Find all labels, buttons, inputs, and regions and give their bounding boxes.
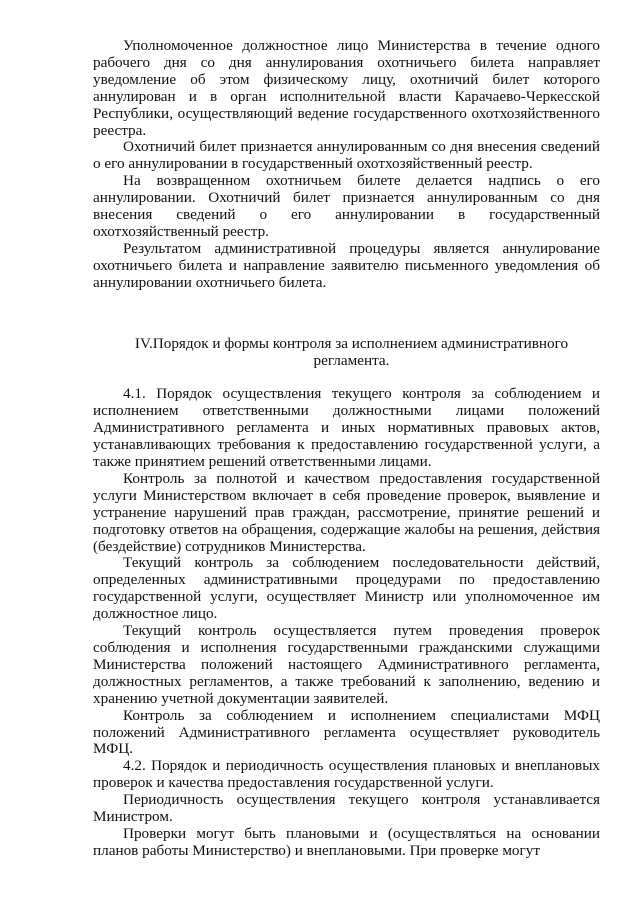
paragraph-4-2: 4.2. Порядок и периодичность осуществления плановых и внеплановых проверок и качества предоставления государственной услуги.: [93, 757, 600, 792]
paragraph-result: Результатом административной процедуры является аннулирование охотничьего билета и направление заявителю письменного уведомления об аннулировании охотничьего билета.: [93, 239, 600, 291]
section-heading: IV.Порядок и формы контроля за исполнением административного регламента.: [134, 334, 569, 369]
paragraph-inscription: На возвращенном охотничьем билете делается надпись о его аннулировании. Охотничий билет признается аннулированным со дня внесения сведений о его аннулировании в государственный охотхозяйственный реестр.: [93, 172, 600, 240]
paragraph-notification: Уполномоченное должностное лицо Министерства в течение одного рабочего дня со дня аннулирования охотничьего билета направляет уведомление об этом физическому лицу, охотничий билет которого аннулирован и в орган исполнительной власти Карачаево-Черкесской Республики, осуществляющий ведение государственного охотхозяйственного реестра.: [93, 37, 600, 139]
paragraph-mfc-control: Контроль за соблюдением и исполнением специалистами МФЦ положений Административного регламента осуществляет руководитель МФЦ.: [93, 706, 600, 758]
paragraph-periodicity: Периодичность осуществления текущего контроля устанавливается Министром.: [93, 791, 600, 826]
paragraph-planned-checks: Проверки могут быть плановыми и (осуществляться на основании планов работы Министерство) и внеплановыми. При проверке могут: [93, 824, 600, 859]
paragraph-quality-control: Контроль за полнотой и качеством предоставления государственной услуги Министерством включает в себя проведение проверок, выявление и устранение нарушений прав граждан, рассмотрение, принятие решений и подготовку ответов на обращения, содержащие жалобы на решения, действия (бездействие) сотрудников Министерства.: [93, 469, 600, 555]
paragraph-inspections: Текущий контроль осуществляется путем проведения проверок соблюдения и исполнения государственными гражданскими служащими Министерства положений настоящего Административного регламента, должностных регламентов, а также требований к заполнению, ведению и хранению учетной документации заявителей.: [93, 622, 600, 707]
paragraph-annulled-date: Охотничий билет признается аннулированным со дня внесения сведений о его аннулировании в государственный охотхозяйственный реестр.: [93, 138, 600, 173]
paragraph-4-1: 4.1. Порядок осуществления текущего контроля за соблюдением и исполнением ответственными должностными лицами положений Административного регламента и иных нормативных правовых актов, устанавливающих требования к предоставлению государственной услуги, а также принятием решений ответственными лицами.: [93, 385, 600, 471]
paragraph-current-control: Текущий контроль за соблюдением последовательности действий, определенных административными процедурами по предоставлению государственной услуги, осуществляет Министр или уполномоченное им должностное лицо.: [93, 554, 600, 623]
